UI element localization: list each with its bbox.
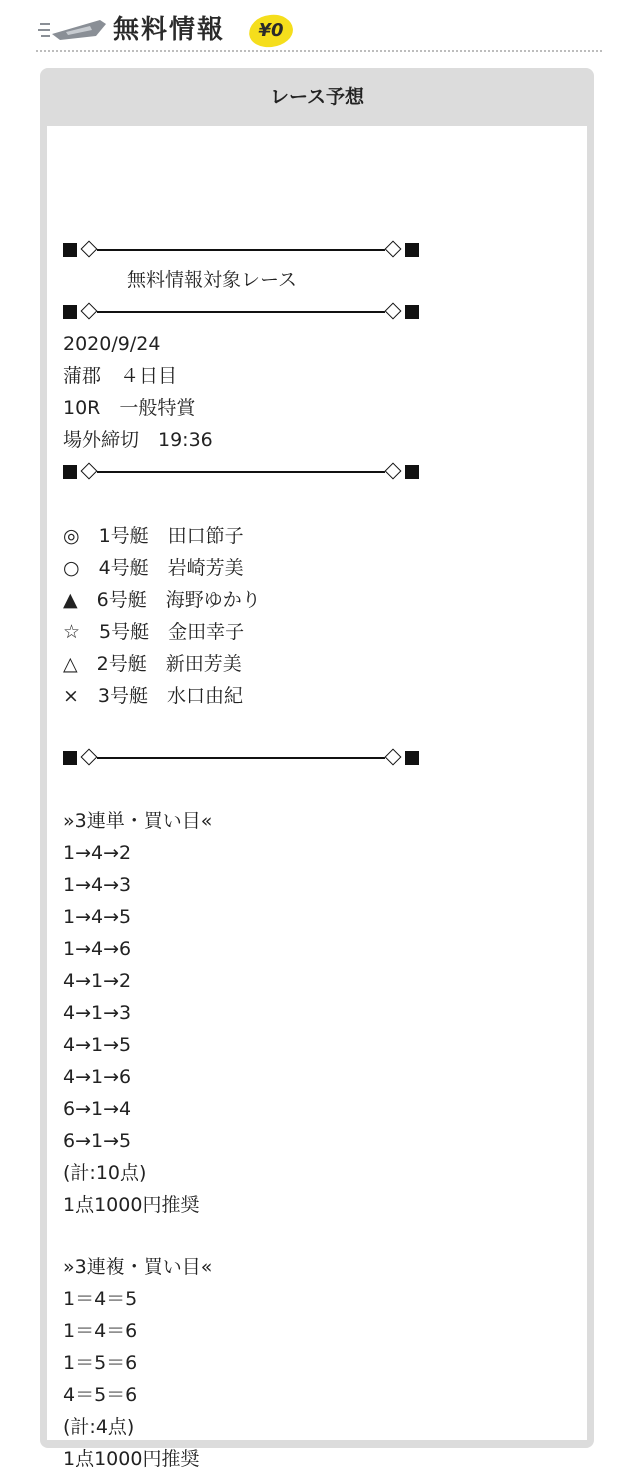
trifecta-bet: 4→1→2	[63, 970, 132, 992]
race-banner: 無料情報対象レース	[127, 269, 298, 291]
race-venue-day: 蒲郡 ４日目	[63, 365, 178, 387]
trio-total: (計:4点)	[63, 1416, 135, 1438]
race-name: 10R 一般特賞	[63, 397, 196, 419]
trifecta-bet: 1→4→3	[63, 874, 132, 896]
prediction-row: ▲ 6号艇 海野ゆかり	[63, 589, 261, 611]
prediction-row: △ 2号艇 新田芳美	[63, 653, 242, 675]
section-header	[0, 0, 640, 60]
trifecta-bet: 1→4→6	[63, 938, 132, 960]
prediction-row: × 3号艇 水口由紀	[63, 685, 244, 707]
trio-bet: 4＝5＝6	[63, 1384, 138, 1406]
race-deadline: 場外締切 19:36	[63, 429, 213, 451]
trifecta-bet: 1→4→5	[63, 906, 132, 928]
ornament-divider	[63, 462, 419, 482]
trifecta-bet: 6→1→5	[63, 1130, 132, 1152]
prediction-row: ○ 4号艇 岩崎芳美	[63, 557, 244, 579]
trifecta-bet: 1→4→2	[63, 842, 132, 864]
price-badge	[249, 15, 293, 47]
ornament-divider	[63, 748, 419, 768]
trifecta-heading: »3連単・買い目«	[63, 810, 213, 832]
price-badge-label: ¥0	[258, 20, 284, 41]
trifecta-stake: 1点1000円推奨	[63, 1194, 200, 1216]
trifecta-bet: 4→1→5	[63, 1034, 132, 1056]
trio-bet: 1＝5＝6	[63, 1352, 138, 1374]
ornament-divider	[63, 240, 419, 260]
trifecta-bet: 4→1→6	[63, 1066, 132, 1088]
trifecta-bet: 4→1→3	[63, 1002, 132, 1024]
trifecta-total: (計:10点)	[63, 1162, 147, 1184]
card-title: レース予想	[269, 86, 365, 108]
prediction-row: ☆ 5号艇 金田幸子	[63, 621, 245, 643]
header-divider	[36, 50, 602, 52]
race-date: 2020/9/24	[63, 333, 161, 355]
card-body	[47, 126, 587, 1470]
boat-icon	[36, 14, 108, 44]
prediction-row: ◎ 1号艇 田口節子	[63, 525, 244, 547]
trio-bet: 1＝4＝5	[63, 1288, 138, 1310]
ornament-divider	[63, 302, 419, 322]
trifecta-bet: 6→1→4	[63, 1098, 132, 1120]
trio-stake: 1点1000円推奨	[63, 1448, 200, 1470]
trio-bet: 1＝4＝6	[63, 1320, 138, 1342]
trio-heading: »3連複・買い目«	[63, 1256, 213, 1278]
race-prediction-card	[40, 68, 594, 1470]
header-title: 無料情報	[113, 15, 226, 45]
